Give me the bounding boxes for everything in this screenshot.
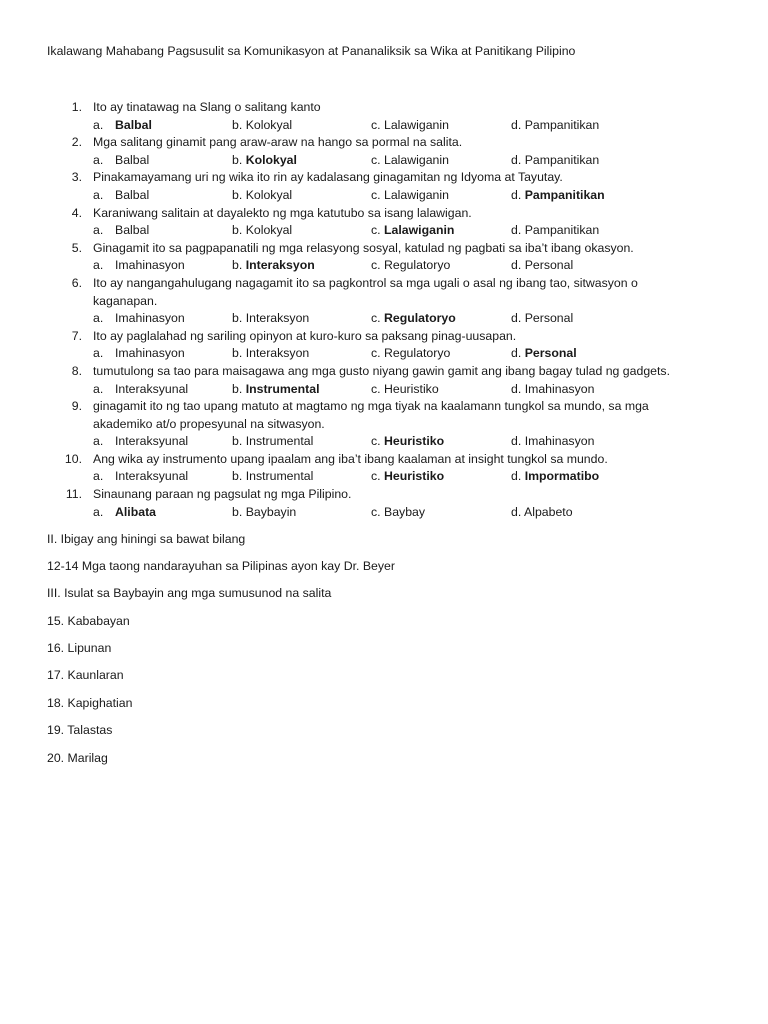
choice-text: Lalawiganin	[384, 187, 449, 202]
choice-letter: c.	[371, 223, 381, 238]
choice-text: Imahinasyon	[115, 346, 185, 361]
choice-label	[371, 504, 425, 522]
exam-title: Ikalawang Mahabang Pagsusulit sa Komunikasyon at Pananaliksik sa Wika at Panitikang Pilipino	[47, 44, 576, 58]
choice-text: Kolokyal	[245, 152, 297, 167]
choice-letter: b.	[232, 258, 243, 273]
choice-letter: d.	[511, 346, 522, 361]
question-number: 2.	[71, 135, 82, 150]
question-line	[0, 99, 768, 117]
choice-text: Pampanitikan	[524, 117, 600, 132]
choice-letter: b.	[232, 504, 243, 519]
choice-text: Lalawiganin	[384, 117, 449, 132]
question-line	[0, 169, 768, 187]
choice-text: Alibata	[115, 504, 156, 519]
question-number: 9.	[71, 399, 82, 414]
question-number: 3.	[71, 170, 82, 185]
question-line	[0, 240, 768, 258]
choice-letter: c.	[371, 152, 381, 167]
choice-text: Regulatoryo	[384, 311, 456, 326]
question-line	[0, 451, 768, 469]
question-number: 11.	[65, 487, 82, 502]
choice-label	[232, 381, 319, 399]
choice-letter: b.	[232, 117, 243, 132]
choice-letter: c.	[371, 434, 381, 449]
choice-letter: d.	[511, 152, 522, 167]
choice-letter: a.	[93, 258, 104, 273]
choice-label	[511, 381, 594, 399]
question-number: 5.	[71, 240, 82, 255]
choice-letter: c.	[371, 311, 381, 326]
question-text: Sinaunang paraan ng pagsulat ng mga Pilipino.	[93, 487, 352, 502]
choice-text: Impormatibo	[524, 469, 600, 484]
choice-letter: d.	[511, 258, 522, 273]
section-line: 16. Lipunan	[47, 641, 112, 655]
choice-label	[511, 187, 605, 205]
choice-text: Personal	[524, 346, 577, 361]
choice-letter: c.	[371, 187, 381, 202]
question-text: Ito ay paglalahad ng sariling opinyon at kuro-kuro sa paksang pinag-uusapan.	[93, 328, 517, 343]
question-text: Ito ay nangangahulugang nagagamit ito sa pagkontrol sa mga ugali o asal ng ibang tao, sitwasyon o	[93, 275, 638, 290]
question-text: kaganapan.	[93, 293, 158, 308]
choice-text: Interaksyunal	[115, 381, 189, 396]
choice-label	[511, 117, 599, 135]
choice-text: Regulatoryo	[384, 346, 451, 361]
question-number: 8.	[71, 363, 82, 378]
section-line: 15. Kababayan	[47, 614, 130, 628]
choice-row	[0, 381, 768, 399]
choice-letter: d.	[511, 434, 522, 449]
choice-letter: d.	[511, 117, 522, 132]
choice-row	[0, 152, 768, 170]
question-line	[0, 134, 768, 152]
choice-letter: c.	[371, 381, 381, 396]
choice-row	[0, 345, 768, 363]
question-number: 7.	[71, 328, 82, 343]
choice-letter: b.	[232, 311, 243, 326]
choice-letter: a.	[93, 117, 104, 132]
choice-text: Regulatoryo	[384, 258, 451, 273]
choice-label	[232, 468, 313, 486]
choice-label	[511, 222, 599, 240]
choice-label	[371, 310, 456, 328]
choice-label	[232, 152, 297, 170]
choice-label	[371, 222, 454, 240]
question-line	[0, 416, 768, 434]
choice-row	[0, 257, 768, 275]
choice-text: Baybayin	[245, 504, 297, 519]
choice-text: Personal	[524, 258, 574, 273]
choice-text: Imahinasyon	[524, 381, 595, 396]
choice-label	[511, 310, 573, 328]
question-text: Pinakamayamang uri ng wika ito rin ay kadalasang ginagamitan ng Idyoma at Tayutay.	[93, 170, 563, 185]
question-list	[0, 99, 768, 521]
choice-letter: d.	[511, 187, 522, 202]
choice-row	[0, 504, 768, 522]
choice-letter: a.	[93, 504, 104, 519]
question-text: Mga salitang ginamit pang araw-araw na hango sa pormal na salita.	[93, 135, 463, 150]
question-line	[0, 486, 768, 504]
choice-text: Balbal	[115, 152, 150, 167]
question-text: ginagamit ito ng tao upang matuto at magtamo ng mga tiyak na kaalamann tungkol sa mundo, sa mga	[93, 399, 649, 414]
section-line: III. Isulat sa Baybayin ang mga sumusunod na salita	[47, 586, 332, 600]
question-line	[0, 275, 768, 293]
choice-label	[511, 345, 577, 363]
choice-label	[232, 345, 309, 363]
choice-text: Interaksyon	[245, 346, 310, 361]
choice-text: Balbal	[115, 187, 150, 202]
question-number: 1.	[71, 100, 82, 114]
choice-label	[232, 504, 296, 522]
choice-letter: b.	[232, 381, 243, 396]
choice-text: Interaksyon	[245, 258, 315, 273]
choice-text: Personal	[524, 311, 574, 326]
choice-letter: c.	[371, 504, 381, 519]
choice-label	[371, 152, 449, 170]
choice-letter: a.	[93, 187, 104, 202]
choice-text: Baybay	[384, 504, 426, 519]
choice-letter: a.	[93, 311, 104, 326]
question-text: akademiko at/o propesyunal na sitwasyon.	[93, 416, 325, 431]
question-number: 6.	[71, 275, 82, 290]
choice-row	[0, 117, 768, 135]
choice-letter: b.	[232, 469, 243, 484]
choice-text: Imahinasyon	[115, 258, 185, 273]
choice-label	[371, 345, 450, 363]
question-line	[0, 398, 768, 416]
choice-label	[232, 433, 313, 451]
choice-letter: b.	[232, 346, 243, 361]
choice-letter: d.	[511, 223, 522, 238]
choice-text: Pampanitikan	[524, 223, 600, 238]
question-line	[0, 205, 768, 223]
choice-letter: c.	[371, 469, 381, 484]
choice-label	[232, 257, 315, 275]
section-line: II. Ibigay ang hiningi sa bawat bilang	[47, 532, 246, 546]
choice-label	[511, 152, 599, 170]
choice-letter: a.	[93, 346, 104, 361]
choice-text: Balbal	[115, 117, 152, 132]
question-line	[0, 293, 768, 311]
question-text: Ginagamit ito sa pagpapanatili ng mga relasyong sosyal, katulad ng pagbati sa iba’t ibang okasyon.	[93, 240, 634, 255]
choice-letter: d.	[511, 311, 522, 326]
question-text: Karaniwang salitain at dayalekto ng mga katutubo sa isang lalawigan.	[93, 205, 472, 220]
choice-text: Imahinasyon	[524, 434, 595, 449]
choice-letter: c.	[371, 117, 381, 132]
choice-row	[0, 187, 768, 205]
choice-label	[232, 310, 309, 328]
choice-letter: d.	[511, 381, 522, 396]
choice-text: Kolokyal	[245, 117, 293, 132]
choice-text: Pampanitikan	[524, 152, 600, 167]
choice-text: Interaksyunal	[115, 469, 189, 484]
choice-label	[511, 504, 573, 522]
choice-text: Lalawiganin	[384, 152, 449, 167]
choice-label	[511, 257, 573, 275]
question-number: 4.	[71, 205, 82, 220]
question-line	[0, 363, 768, 381]
choice-label	[511, 468, 599, 486]
choice-text: Instrumental	[245, 381, 320, 396]
choice-letter: a.	[93, 223, 104, 238]
choice-letter: d.	[511, 504, 522, 519]
choice-letter: a.	[93, 469, 104, 484]
choice-label	[371, 468, 444, 486]
choice-text: Instrumental	[245, 434, 314, 449]
question-text: Ang wika ay instrumento upang ipaalam ang iba’t ibang kaalaman at insight tungkol sa mundo.	[93, 451, 608, 466]
choice-text: Lalawiganin	[384, 223, 455, 238]
choice-letter: a.	[93, 381, 104, 396]
question-line	[0, 328, 768, 346]
choice-text: Heuristiko	[384, 434, 445, 449]
choice-label	[371, 187, 449, 205]
choice-text: Kolokyal	[245, 187, 293, 202]
choice-text: Kolokyal	[245, 223, 293, 238]
section-line: 12-14 Mga taong nandarayuhan sa Pilipinas ayon kay Dr. Beyer	[47, 559, 395, 573]
choice-label	[511, 433, 594, 451]
choice-row	[0, 433, 768, 451]
choice-letter: b.	[232, 187, 243, 202]
choice-label	[232, 117, 292, 135]
section-line: 18. Kapighatian	[47, 696, 133, 710]
choice-letter: c.	[371, 258, 381, 273]
choice-text: Instrumental	[245, 469, 314, 484]
choice-row	[0, 468, 768, 486]
section-line: 20. Marilag	[47, 751, 108, 765]
choice-text: Alpabeto	[524, 504, 573, 519]
choice-letter: b.	[232, 223, 243, 238]
choice-row	[0, 310, 768, 328]
section-line: 17. Kaunlaran	[47, 668, 124, 682]
choice-label	[371, 117, 449, 135]
choice-text: Interaksyunal	[115, 434, 189, 449]
choice-letter: d.	[511, 469, 522, 484]
choice-letter: c.	[371, 346, 381, 361]
choice-letter: b.	[232, 152, 243, 167]
choice-text: Heuristiko	[384, 469, 445, 484]
choice-text: Interaksyon	[245, 311, 310, 326]
choice-text: Imahinasyon	[115, 311, 185, 326]
choice-label	[232, 187, 292, 205]
choice-label	[371, 381, 439, 399]
choice-letter: a.	[93, 152, 104, 167]
choice-label	[232, 222, 292, 240]
question-text: Ito ay tinatawag na Slang o salitang kanto	[93, 100, 321, 114]
question-number: 10.	[64, 451, 82, 466]
choice-letter: b.	[232, 434, 243, 449]
choice-text: Pampanitikan	[524, 187, 605, 202]
choice-letter: a.	[93, 434, 104, 449]
choice-label	[371, 257, 450, 275]
section-line: 19. Talastas	[47, 723, 113, 737]
question-text: tumutulong sa tao para maisagawa ang mga gusto niyang gawin gamit ang ibang bagay tulad ng gadgets.	[93, 363, 670, 378]
choice-text: Heuristiko	[384, 381, 439, 396]
choice-text: Balbal	[115, 223, 150, 238]
choice-label	[371, 433, 444, 451]
choice-row	[0, 222, 768, 240]
